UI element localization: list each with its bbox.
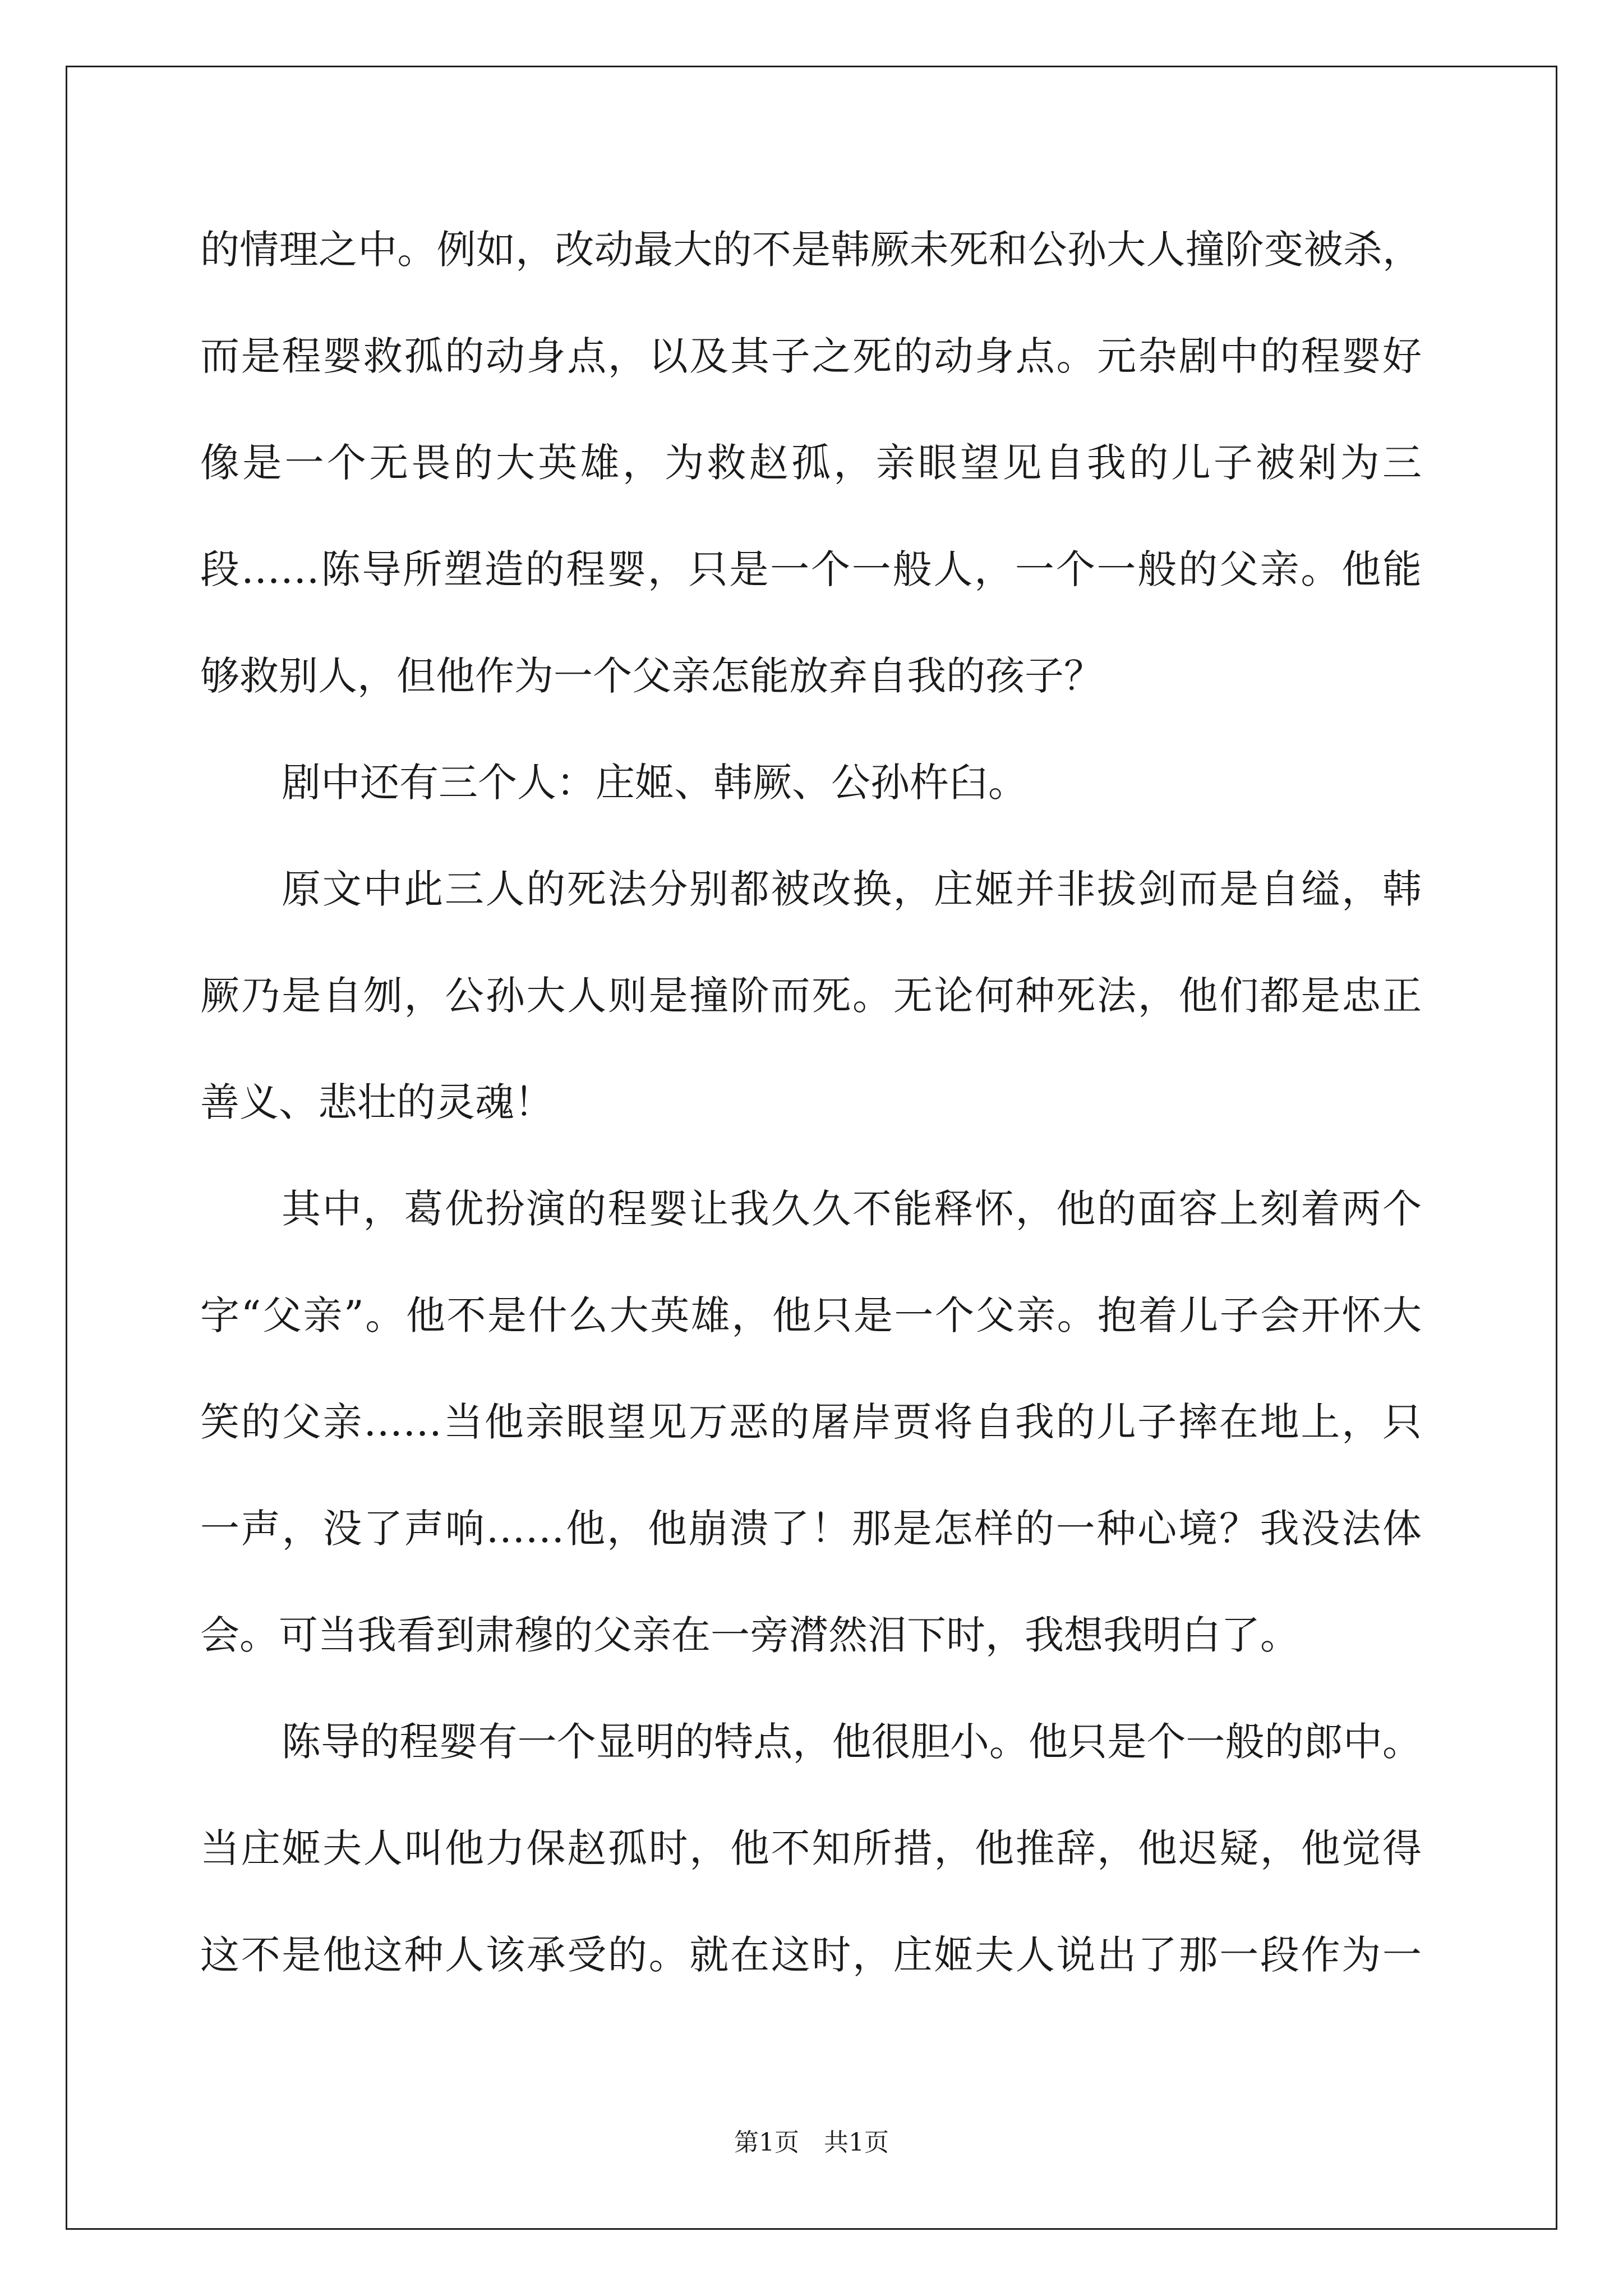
text-line: 像是一个无畏的大英雄，为救赵孤，亲眼望见自我的儿子被剁为三 [200,440,1422,486]
text-line: 当庄姬夫人叫他力保赵孤时，他不知所措，他推辞，他迟疑，他觉得 [200,1825,1422,1871]
text-line: 其中，葛优扮演的程婴让我久久不能释怀，他的面容上刻着两个 [282,1186,1422,1232]
text-line: 陈导的程婴有一个显明的特点，他很胆小。他只是个一般的郎中。 [282,1719,1422,1765]
text-line: 一声，没了声响……他，他崩溃了！那是怎样的一种心境？我没法体 [200,1506,1422,1552]
text-line: 剧中还有三个人：庄姬、韩厥、公孙杵臼。 [282,760,1027,806]
text-line: 段……陈导所塑造的程婴，只是一个一般人，一个一般的父亲。他能 [200,546,1422,592]
page-number: 第1页 共1页 [734,2128,889,2157]
text-line: 善义、悲壮的灵魂！ [200,1079,554,1125]
text-line: 这不是他这种人该承受的。就在这时，庄姬夫人说出了那一段作为一 [200,1932,1422,1978]
text-line: 而是程婴救孤的动身点，以及其子之死的动身点。元杂剧中的程婴好 [200,333,1422,379]
text-line: 原文中此三人的死法分别都被改换，庄姬并非拔剑而是自缢，韩 [282,866,1422,912]
text-line: 够救别人，但他作为一个父亲怎能放弃自我的孩子？ [200,653,1103,699]
document-body [200,196,1422,2008]
text-line: 笑的父亲……当他亲眼望见万恶的屠岸贾将自我的儿子摔在地上，只 [200,1399,1422,1445]
text-line: 字“父亲”。他不是什么大英雄，他只是一个父亲。抱着儿子会开怀大 [200,1292,1422,1338]
text-line: 厥乃是自刎，公孙大人则是撞阶而死。无论何种死法，他们都是忠正 [200,973,1422,1019]
text-line: 会。可当我看到肃穆的父亲在一旁潸然泪下时，我想我明白了。 [200,1612,1299,1658]
text-line: 的情理之中。例如，改动最大的不是韩厥未死和公孙大人撞阶变被杀， [200,227,1422,273]
